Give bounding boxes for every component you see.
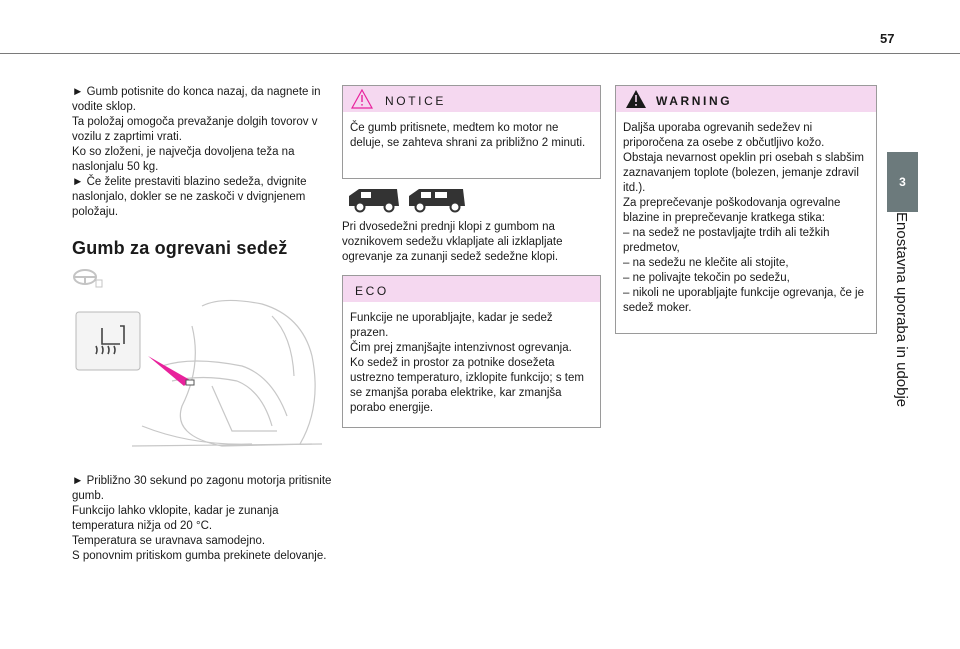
seat-folding-instructions bbox=[72, 85, 334, 220]
eco-label: ECO bbox=[355, 284, 389, 298]
warning-header bbox=[616, 86, 876, 112]
notice-body bbox=[343, 112, 600, 159]
notice-box bbox=[342, 85, 601, 179]
chapter-title: Enostavna uporaba in udobje bbox=[893, 212, 910, 408]
warning-box bbox=[615, 85, 877, 334]
eco-line: Ko sedež in prostor za potnike dosežeta ustrezno temperaturo, izklopite funkcijo; s tem se zmanjša poraba elektrike, kar zmanjša porabo energije. bbox=[350, 357, 584, 414]
warning-triangle-icon bbox=[351, 89, 373, 109]
warning-line: – na sedežu ne klečite ali stojite, bbox=[623, 257, 789, 269]
paragraph: S ponovnim pritiskom gumba prekinete delovanje. bbox=[72, 550, 327, 562]
seat-heater-button-closeup bbox=[76, 312, 140, 370]
page-number: 57 bbox=[880, 31, 895, 46]
heated-seat-illustration bbox=[72, 296, 332, 456]
van-short-icon bbox=[349, 189, 399, 212]
warning-line: – ne polivajte tekočin po sedežu, bbox=[623, 272, 790, 284]
paragraph: ► Približno 30 sekund po zagonu motorja pritisnite gumb. bbox=[72, 475, 332, 502]
chapter-title-wrap bbox=[893, 212, 915, 432]
eco-header bbox=[343, 276, 600, 302]
notice-text: Če gumb pritisnete, medtem ko motor ne deluje, se zahteva shrani za približno 2 minuti. bbox=[350, 122, 586, 149]
paragraph: Ta položaj omogoča prevažanje dolgih tovorov v vozilu z zaprtimi vrati. bbox=[72, 116, 318, 143]
eco-line: Čim prej zmanjšajte intenzivnost ogrevanja. bbox=[350, 342, 572, 354]
notice-label: NOTICE bbox=[385, 94, 446, 108]
header-rule bbox=[0, 53, 960, 54]
paragraph: Ko so zloženi, je največja dovoljena teža na naslonjalu 50 kg. bbox=[72, 146, 295, 173]
warning-line: Daljša uporaba ogrevanih sedežev ni priporočena za osebe z občutljivo kožo. bbox=[623, 122, 825, 149]
paragraph: Temperatura se uravnava samodejno. bbox=[72, 535, 266, 547]
bench-seat-note bbox=[342, 220, 602, 265]
paragraph: Pri dvosedežni prednji klopi z gumbom na voznikovem sedežu vklapljate ali izklapljate ogrevanje za zunanji sedež sedežne klopi. bbox=[342, 221, 563, 263]
warning-line: – na sedež ne postavljajte trdih ali težkih predmetov, bbox=[623, 227, 830, 254]
warning-body bbox=[616, 112, 876, 324]
warning-line: Za preprečevanje poškodovanja ogrevalne blazine in preprečevanje kratkega stika: bbox=[623, 197, 841, 224]
notice-header bbox=[343, 86, 600, 112]
chapter-number: 3 bbox=[899, 175, 906, 189]
eco-box bbox=[342, 275, 601, 428]
van-long-icon bbox=[409, 189, 465, 212]
warning-line: Obstaja nevarnost opeklin pri osebah s slabšim zaznavanjem toplote (bolezen, jemanje zdravil itd.). bbox=[623, 152, 864, 194]
paragraph: ► Gumb potisnite do konca nazaj, da nagnete in vodite sklop. bbox=[72, 86, 321, 113]
warning-line: – nikoli ne uporabljajte funkcije ogrevanja, če je sedež moker. bbox=[623, 287, 865, 314]
paragraph: ► Če želite prestaviti blazino sedeža, dvignite naslonjalo, dokler se ne zaskoči v dvignjenem položaju. bbox=[72, 176, 307, 218]
warning-triangle-icon bbox=[625, 89, 647, 109]
chapter-tab[interactable] bbox=[887, 152, 918, 212]
eco-body bbox=[343, 302, 600, 424]
paragraph: Funkcijo lahko vklopite, kadar je zunanja temperatura nižja od 20 °C. bbox=[72, 505, 279, 532]
seat-heater-instructions bbox=[72, 474, 334, 564]
section-heading: Gumb za ogrevani sedež bbox=[72, 238, 288, 258]
warning-label: WARNING bbox=[656, 94, 733, 108]
vehicle-variant-icons bbox=[347, 186, 467, 214]
eco-line: Funkcije ne uporabljajte, kadar je sedež prazen. bbox=[350, 312, 553, 339]
steering-wheel-icon bbox=[72, 268, 104, 288]
